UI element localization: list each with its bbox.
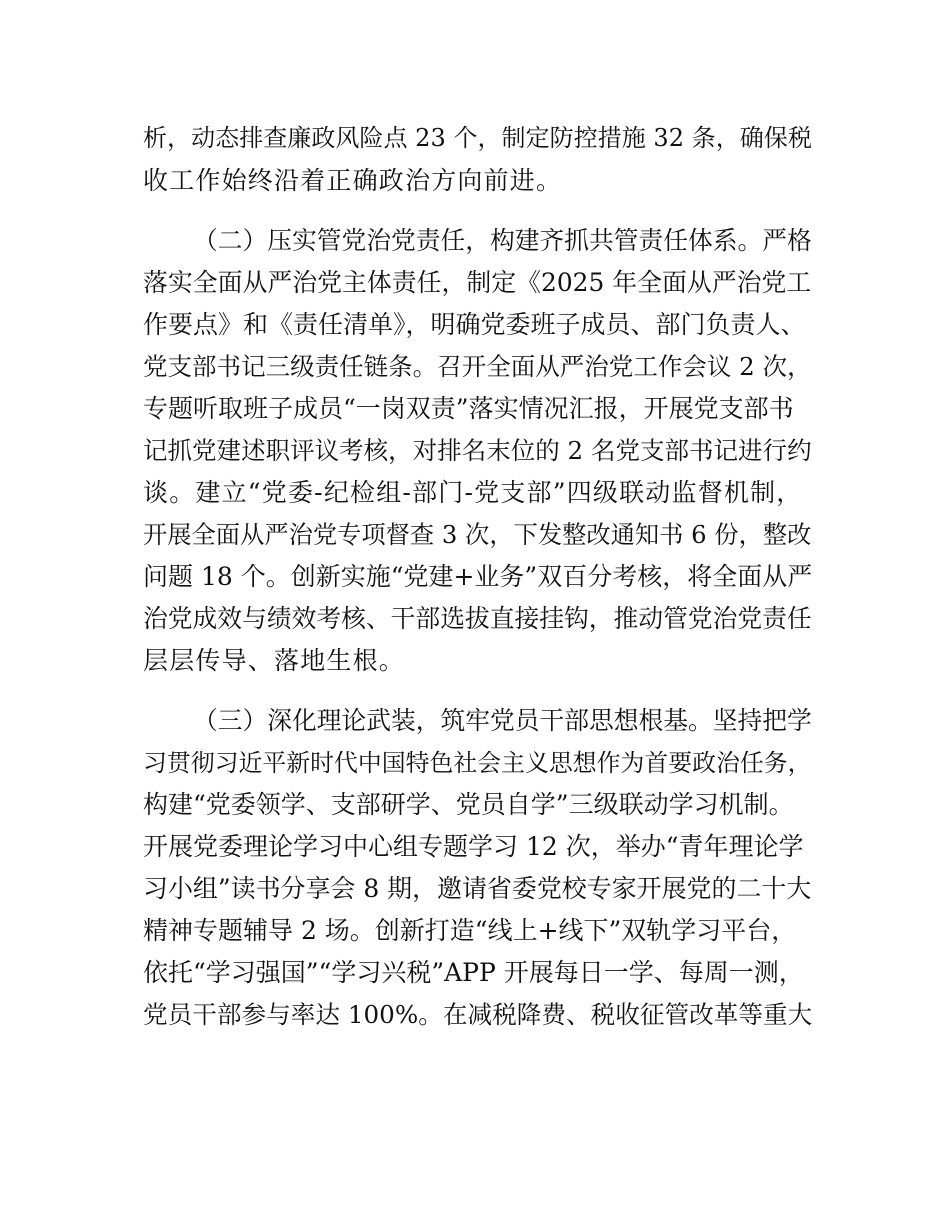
- paragraph-3-line-1: （三）深化理论武装，筑牢党员干部思想根基。坚持把学: [193, 706, 812, 735]
- paragraph-3-line-5: 习小组”读书分享会 8 期，邀请省委党校专家开展党的二十大: [143, 874, 812, 903]
- paragraph-2-line-5: 专题听取班子成员“一岗双责”落实情况汇报，开展党支部书: [143, 394, 794, 423]
- paragraph-1-line-2: 收工作始终沿着正确政治方向前进。: [143, 166, 563, 195]
- paragraph-2-line-9: 问题 18 个。创新实施“党建+业务”双百分考核，将全面从严: [143, 562, 813, 591]
- paragraph-2-line-1: （二）压实管党治党责任，构建齐抓共管责任体系。严格: [193, 226, 812, 255]
- paragraph-2-line-7: 谈。建立“党委-纪检组-部门-党支部”四级联动监督机制，: [143, 478, 803, 507]
- paragraph-2-line-6: 记抓党建述职评议考核，对排名末位的 2 名党支部书记进行约: [143, 436, 812, 465]
- paragraph-2-line-3: 作要点》和《责任清单》，明确党委班子成员、部门负责人、: [143, 310, 806, 339]
- paragraph-3-line-6: 精神专题辅导 2 场。创新打造“线上+线下”双轨学习平台，: [143, 916, 797, 945]
- paragraph-3-line-2: 习贯彻习近平新时代中国特色社会主义思想作为首要政治任务，: [143, 749, 812, 777]
- paragraph-2-line-11: 层层传导、落地生根。: [143, 646, 406, 675]
- paragraph-3-line-8: 党员干部参与率达 100%。在减税降费、税收征管改革等重大: [143, 1000, 813, 1029]
- paragraph-2-line-2: 落实全面从严治党主体责任，制定《2025 年全面从严治党工: [143, 268, 812, 297]
- paragraph-3-line-3: 构建“党委领学、支部研学、党员自学”三级联动学习机制。: [143, 790, 794, 819]
- paragraph-2-line-4: 党支部书记三级责任链条。召开全面从严治党工作会议 2 次，: [143, 352, 812, 381]
- paragraph-2-line-8: 开展全面从严治党专项督查 3 次，下发整改通知书 6 份，整改: [143, 520, 812, 549]
- paragraph-3-line-7: 依托“学习强国”“学习兴税”APP 开展每日一学、每周一测，: [143, 958, 804, 987]
- paragraph-1-line-1: 析，动态排查廉政风险点 23 个，制定防控措施 32 条，确保税: [143, 124, 812, 152]
- paragraph-3-line-4: 开展党委理论学习中心组专题学习 12 次，举办“青年理论学: [143, 832, 804, 861]
- paragraph-2-line-10: 治党成效与绩效考核、干部选拔直接挂钩，推动管党治党责任: [143, 604, 812, 633]
